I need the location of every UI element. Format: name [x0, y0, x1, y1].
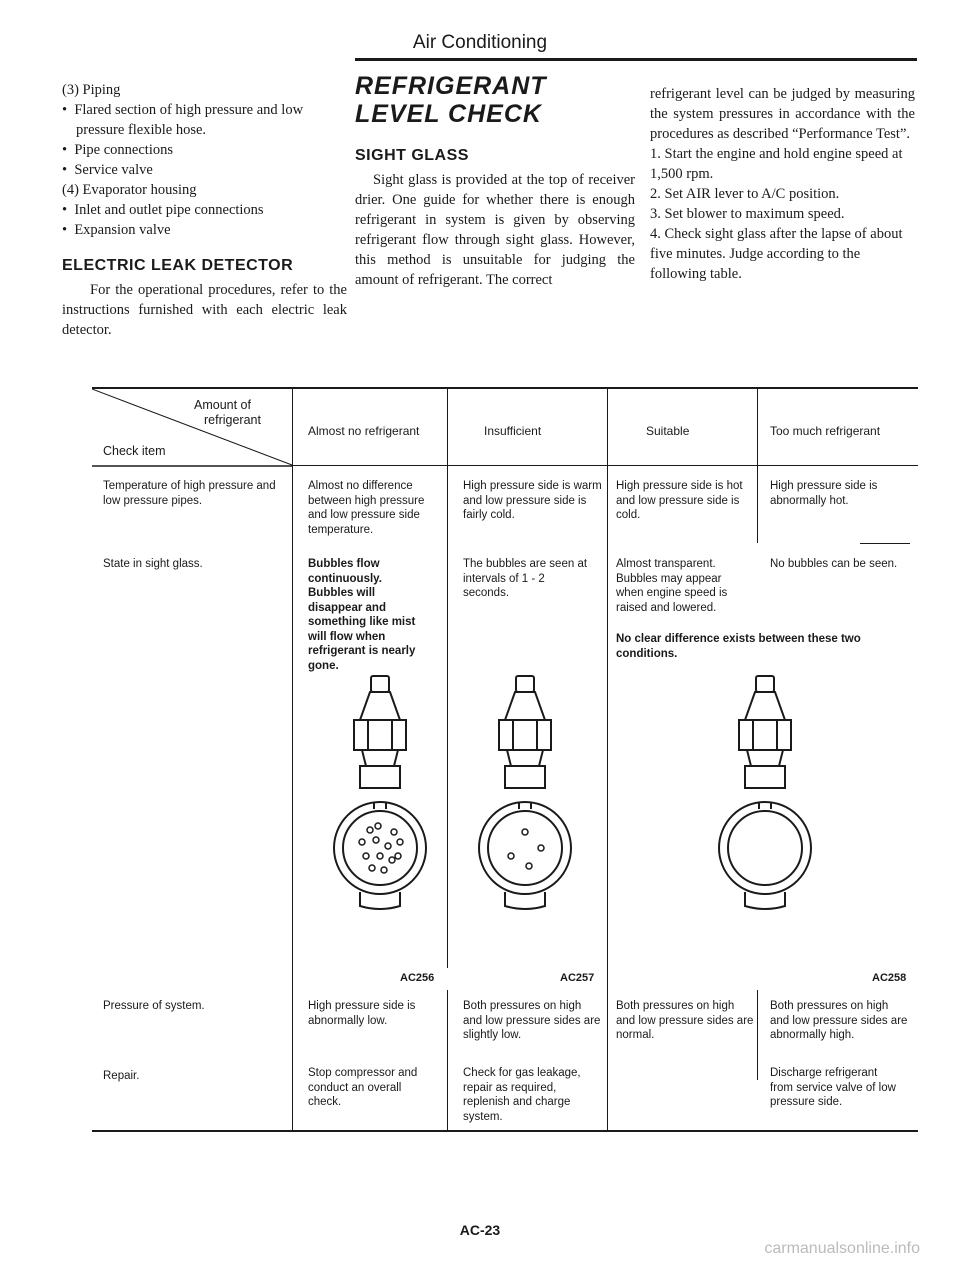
evaporator-heading: (4) Evaporator housing [62, 182, 197, 198]
table-column-divider [292, 388, 293, 1130]
cell-sight-almost-no: Bubbles flow continuously. Bubbles will disappear and something like mist will flow when refrigerant is nearly gone. [308, 558, 416, 672]
cell-sight-common-note: No clear difference exists between these two conditions. [616, 633, 861, 660]
cell-temperature-almost-no: Almost no difference between high pressure and low pressure side temperature. [308, 480, 425, 536]
table-column-divider [607, 388, 608, 1130]
right-column [650, 84, 915, 284]
column-header-almost-no: Almost no refrigerant [308, 424, 420, 438]
row-label-sight-glass: State in sight glass. [103, 558, 203, 570]
table-column-divider [447, 388, 448, 968]
column-header-insufficient: Insufficient [484, 424, 542, 438]
cell-pressure-almost-no: High pressure side is abnormally low. [308, 1000, 416, 1027]
right-paragraph: refrigerant level can be judged by measuring the system pressures in accordance with the procedures as described “Performance Test”. [650, 86, 915, 142]
figure-caption-ac256: AC256 [400, 972, 435, 984]
sight-glass-figure-transparent [715, 670, 825, 960]
cell-repair-almost-no: Stop compressor and conduct an overall check. [308, 1067, 418, 1108]
evaporator-item: • Expansion valve [62, 220, 347, 240]
table-row-rule [860, 543, 910, 544]
section-heading-line1: REFRIGERANT [355, 72, 547, 100]
table-column-divider [757, 990, 758, 1080]
cell-repair-too-much: Discharge refrigerant from service valve of low pressure side. [770, 1067, 896, 1108]
cell-sight-suitable: Almost transparent. Bubbles may appear when engine speed is raised and lowered. [616, 558, 728, 614]
header-rule [355, 58, 917, 61]
watermark: carmanualsonline.info [764, 1240, 920, 1257]
procedure-step: 1. Start the engine and hold engine speed at 1,500 rpm. [650, 146, 903, 182]
cell-pressure-suitable: Both pressures on high and low pressure sides are normal. [616, 1000, 754, 1041]
cell-temperature-too-much: High pressure side is abnormally hot. [770, 480, 878, 507]
cell-temperature-insufficient: High pressure side is warm and low pressure side is fairly cold. [463, 480, 602, 521]
row-label-pressure: Pressure of system. [103, 1000, 205, 1012]
column-header-too-much: Too much refrigerant [770, 424, 881, 438]
row-label-temperature: Temperature of high pressure and low pressure pipes. [103, 480, 276, 507]
cell-sight-too-much: No bubbles can be seen. [770, 558, 898, 570]
leak-detector-heading: ELECTRIC LEAK DETECTOR [62, 257, 294, 274]
cell-pressure-too-much: Both pressures on high and low pressure sides are abnormally high. [770, 1000, 908, 1041]
cell-pressure-insufficient: Both pressures on high and low pressure sides are slightly low. [463, 1000, 601, 1041]
piping-item: • Flared section of high pressure and low pressure flexible hose. [62, 100, 347, 140]
leak-detector-text: For the operational procedures, refer to the instructions furnished with each electric leak detector. [62, 282, 347, 338]
piping-item: • Pipe connections [62, 140, 347, 160]
corner-top-line2: refrigerant [204, 413, 261, 427]
cell-repair-insufficient: Check for gas leakage, repair as required, replenish and charge system. [463, 1067, 581, 1123]
table-bottom-rule [92, 1130, 918, 1132]
procedure-step: 4. Check sight glass after the lapse of about five minutes. Judge according to the following table. [650, 226, 903, 282]
procedure-step: 3. Set blower to maximum speed. [650, 206, 845, 222]
left-column [62, 80, 347, 340]
sight-glass-figure-intermittent [475, 670, 585, 960]
section-heading-line2: LEVEL CHECK [355, 100, 542, 128]
table-column-divider [447, 990, 448, 1130]
page-header-title: Air Conditioning [412, 32, 548, 53]
figure-caption-ac257: AC257 [560, 972, 595, 984]
row-label-repair: Repair. [103, 1070, 140, 1082]
cell-sight-insufficient: The bubbles are seen at intervals of 1 - 2 seconds. [463, 558, 588, 599]
corner-top-line1: Amount of [194, 398, 251, 412]
sight-glass-heading: SIGHT GLASS [355, 147, 469, 164]
piping-heading: (3) Piping [62, 82, 121, 98]
corner-bottom: Check item [103, 444, 166, 458]
page-number: AC-23 [459, 1222, 501, 1238]
sight-glass-paragraph: Sight glass is provided at the top of receiver drier. One guide for whether there is enough refrigerant in system is given by observing refrigerant flow through sight glass. However, this method is unsuitable for judging the amount of refrigerant. The correct [355, 172, 635, 288]
middle-column [355, 72, 635, 290]
evaporator-item: • Inlet and outlet pipe connections [62, 200, 347, 220]
figure-caption-ac258: AC258 [872, 972, 907, 984]
column-header-suitable: Suitable [646, 424, 690, 438]
table-header-rule [293, 465, 918, 466]
cell-temperature-suitable: High pressure side is hot and low pressure side is cold. [616, 480, 743, 521]
piping-item: • Service valve [62, 160, 347, 180]
sight-glass-figure-bubbles [330, 670, 440, 960]
procedure-step: 2. Set AIR lever to A/C position. [650, 186, 840, 202]
